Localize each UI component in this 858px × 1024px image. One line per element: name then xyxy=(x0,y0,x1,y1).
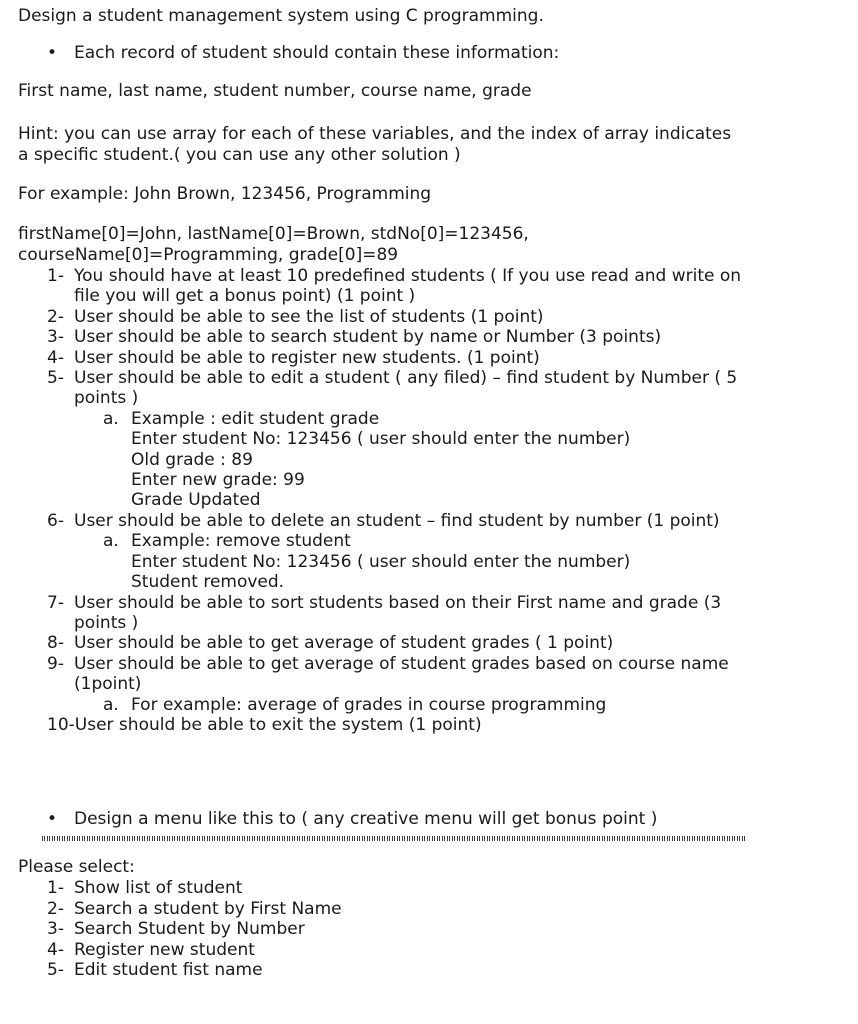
requirement-line: (1point) xyxy=(74,674,142,695)
item-marker: 1- xyxy=(47,266,64,286)
requirement-line: User should be able to delete an student – find student by number (1 point) xyxy=(74,510,720,531)
menu-list xyxy=(47,878,818,980)
bullet-icon: • xyxy=(47,43,58,63)
requirement-item-10 xyxy=(47,715,818,735)
menu-item-edit-first-name xyxy=(47,960,818,980)
requirements-list xyxy=(47,266,818,735)
menu-item-label: Search Student by Number xyxy=(74,919,305,940)
sub-item-marker: a. xyxy=(103,694,119,715)
item-marker: 10- xyxy=(47,714,75,735)
requirement-item-5 xyxy=(47,368,818,511)
requirement-line: User should be able to get average of student grades based on course name xyxy=(74,653,729,674)
bullet-item-menu-design xyxy=(47,809,818,830)
requirement-item-9 xyxy=(47,654,818,715)
requirement-item-4 xyxy=(47,348,818,368)
sub-item-remove-example xyxy=(103,531,818,592)
hint-line: Hint: you can use array for each of these variables, and the index of array indicates xyxy=(18,124,732,144)
sub-item-line: Enter student No: 123456 ( user should enter the number) xyxy=(131,551,631,572)
bullet-item-record-info xyxy=(47,43,818,64)
item-marker: 2- xyxy=(47,898,64,919)
item-marker: 2- xyxy=(47,306,64,327)
requirement-line: points ) xyxy=(74,388,139,409)
assignment-line: firstName[0]=John, lastName[0]=Brown, stdNo[0]=123456, xyxy=(18,224,529,244)
item-marker: 3- xyxy=(47,919,64,940)
sub-item-marker: a. xyxy=(103,408,119,429)
paragraph-example: For example: John Brown, 123456, Programming xyxy=(18,184,432,204)
item-marker: 4- xyxy=(47,347,64,368)
menu-item-search-number xyxy=(47,919,818,939)
sub-item-line: Grade Updated xyxy=(131,490,261,511)
menu-item-label: Search a student by First Name xyxy=(74,898,342,919)
requirement-line: You should have at least 10 predefined students ( If you use read and write on xyxy=(74,266,742,286)
sub-item-line: Student removed. xyxy=(131,572,285,593)
requirement-line: User should be able to register new students. (1 point) xyxy=(74,347,540,368)
sub-item-line: Old grade : 89 xyxy=(131,449,253,470)
requirement-line: User should be able to search student by name or Number (3 points) xyxy=(74,327,662,348)
requirement-line: User should be able to see the list of students (1 point) xyxy=(74,306,544,327)
requirement-item-8 xyxy=(47,633,818,653)
requirement-line: User should be able to edit a student ( any filed) – find student by Number ( 5 xyxy=(74,368,738,389)
menu-prompt: Please select: xyxy=(18,857,135,878)
sub-item-line: For example: average of grades in course programming xyxy=(131,694,607,715)
menu-item-show-list xyxy=(47,878,818,898)
item-marker: 1- xyxy=(47,878,64,899)
sub-item-line: Example: remove student xyxy=(131,531,351,552)
item-marker: 6- xyxy=(47,510,64,531)
requirement-item-1 xyxy=(47,266,818,307)
item-marker: 7- xyxy=(47,592,64,613)
sub-item-average-example xyxy=(103,695,818,715)
item-marker: 4- xyxy=(47,939,64,960)
hint-line: a specific student.( you can use any other solution ) xyxy=(18,145,461,165)
item-marker: 9- xyxy=(47,653,64,674)
sub-item-line: Enter student No: 123456 ( user should enter the number) xyxy=(131,429,631,450)
requirement-line: points ) xyxy=(74,612,139,633)
item-marker: 5- xyxy=(47,959,64,980)
bullet-icon: • xyxy=(47,809,58,830)
item-marker: 5- xyxy=(47,368,64,389)
menu-item-label: Register new student xyxy=(74,939,255,960)
paragraph-hint xyxy=(18,124,818,166)
requirement-line: User should be able to sort students based on their First name and grade (3 xyxy=(74,592,722,613)
menu-item-label: Show list of student xyxy=(74,878,243,899)
requirement-line: User should be able to exit the system (1 point) xyxy=(74,714,482,735)
assignment-line: courseName[0]=Programming, grade[0]=89 xyxy=(18,245,399,265)
requirement-item-2 xyxy=(47,307,818,327)
dotted-divider xyxy=(42,836,745,841)
sub-item-edit-example xyxy=(103,409,818,511)
menu-item-search-first-name xyxy=(47,899,818,919)
sub-item-line: Enter new grade: 99 xyxy=(131,470,305,491)
sub-item-marker: a. xyxy=(103,531,119,552)
menu-item-label: Edit student fist name xyxy=(74,959,263,980)
paragraph-assignments xyxy=(18,224,818,266)
requirement-item-3 xyxy=(47,327,818,347)
item-marker: 8- xyxy=(47,633,64,654)
requirement-item-6 xyxy=(47,511,818,593)
requirement-line: User should be able to get average of student grades ( 1 point) xyxy=(74,633,614,654)
paragraph-fields: First name, last name, student number, course name, grade xyxy=(18,81,532,101)
sub-item-line: Example : edit student grade xyxy=(131,408,380,429)
requirement-item-7 xyxy=(47,593,818,634)
bullet-item-text: Design a menu like this to ( any creative menu will get bonus point ) xyxy=(74,809,658,830)
paragraph-intro: Design a student management system using C programming. xyxy=(18,6,544,26)
requirement-line: file you will get a bonus point) (1 point ) xyxy=(74,286,416,307)
item-marker: 3- xyxy=(47,327,64,348)
bullet-item-text: Each record of student should contain these information: xyxy=(74,43,560,63)
menu-item-register xyxy=(47,940,818,960)
